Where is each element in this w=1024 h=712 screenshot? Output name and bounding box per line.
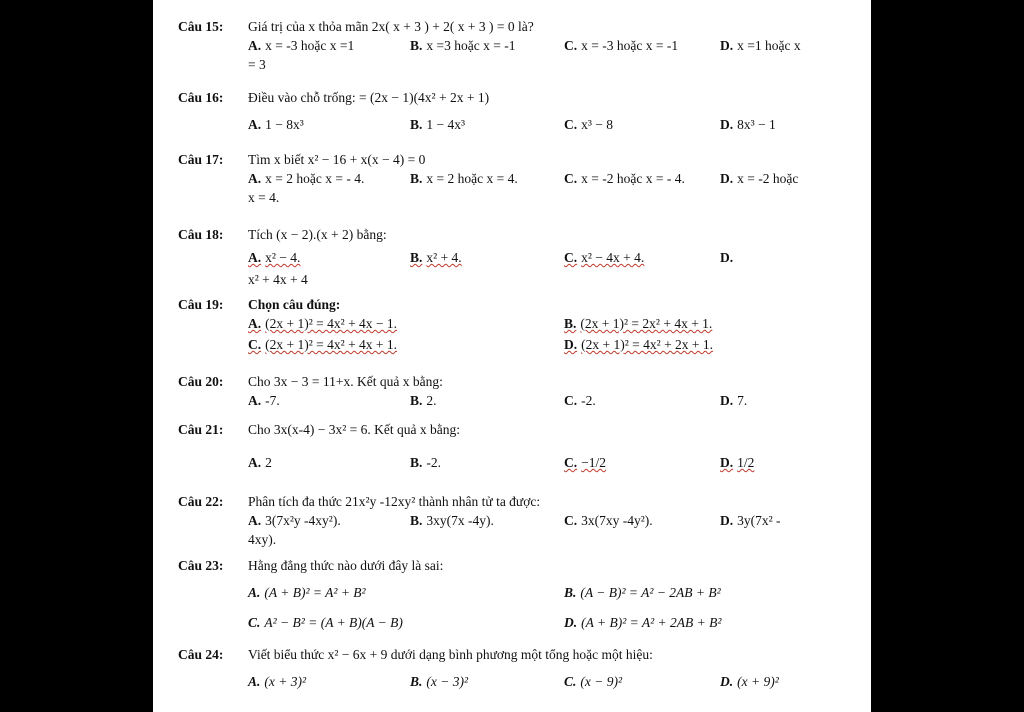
- question-17: [178, 150, 853, 207]
- option-d: D. (2x + 1)² = 4x² + 2x + 1.: [564, 337, 714, 352]
- options-row: [248, 248, 853, 267]
- question-16: [178, 88, 853, 134]
- option-c: C. x = -2 hoặc x = - 4.: [564, 171, 685, 186]
- option-d: D. (A + B)² = A² + 2AB + B²: [564, 615, 722, 630]
- option-d: D. (x + 9)²: [720, 674, 779, 689]
- question-19: [178, 295, 853, 356]
- option-b: B. x² + 4.: [410, 250, 462, 265]
- option-a: A. x = 2 hoặc x = - 4.: [248, 171, 365, 186]
- options-row: [248, 672, 853, 691]
- question-21: [178, 420, 853, 472]
- document-page: [153, 0, 871, 712]
- option-b: B. x = 2 hoặc x = 4.: [410, 171, 518, 186]
- question-number: Câu 21:: [178, 422, 224, 437]
- option-overflow: 4xy).: [248, 532, 277, 547]
- options-row: [248, 583, 853, 602]
- option-b: B. 1 − 4x³: [410, 117, 466, 132]
- options-row: [248, 613, 853, 632]
- option-b: B. (A − B)² = A² − 2AB + B²: [564, 585, 721, 600]
- options-row: [248, 314, 853, 335]
- question-text: Tìm x biết x² − 16 + x(x − 4) = 0: [248, 152, 426, 167]
- question-text: Chọn câu đúng:: [248, 297, 341, 312]
- option-c: C. x = -3 hoặc x = -1: [564, 38, 679, 53]
- question-number: Câu 24:: [178, 647, 224, 662]
- question-text: Phân tích đa thức 21x²y -12xy² thành nhân tử ta được:: [248, 494, 541, 509]
- question-text: Viết biểu thức x² − 6x + 9 dưới dạng bình phương một tổng hoặc một hiệu:: [248, 647, 653, 662]
- question-text: Cho 3x − 3 = 11+x. Kết quả x bằng:: [248, 374, 443, 389]
- question-20: [178, 372, 853, 410]
- options-row: [248, 36, 853, 55]
- question-23: [178, 556, 853, 632]
- question-number: Câu 17:: [178, 152, 224, 167]
- cutoff-next-line: [178, 702, 853, 712]
- option-c: C. −1/2: [564, 455, 606, 470]
- option-d: D. 8x³ − 1: [720, 117, 776, 132]
- question-text: Điều vào chỗ trống: = (2x − 1)(4x² + 2x + 1): [248, 90, 490, 105]
- question-text: Hằng đẳng thức nào dưới đây là sai:: [248, 558, 444, 573]
- option-a: A. 2: [248, 455, 272, 470]
- option-b: B. -2.: [410, 455, 442, 470]
- options-row: [248, 335, 853, 356]
- question-text: Giá trị của x thỏa mãn 2x( x + 3 ) + 2( x + 3 ) = 0 là?: [248, 19, 534, 34]
- option-a: A. x² − 4.: [248, 250, 301, 265]
- option-c: C. x³ − 8: [564, 117, 614, 132]
- option-d: D. 7.: [720, 393, 748, 408]
- option-c: C. x² − 4x + 4.: [564, 250, 645, 265]
- option-a: A. 1 − 8x³: [248, 117, 304, 132]
- question-number: Câu 23:: [178, 558, 224, 573]
- option-overflow: = 3: [248, 57, 266, 72]
- option-c: C. A² − B² = (A + B)(A − B): [248, 615, 403, 630]
- question-number: Câu 18:: [178, 227, 224, 242]
- option-a: A. 3(7x²y -4xy²).: [248, 513, 341, 528]
- option-a: A. (x + 3)²: [248, 674, 307, 689]
- option-b: B. 2.: [410, 393, 437, 408]
- option-a: A. (A + B)² = A² + B²: [248, 585, 366, 600]
- question-number: Câu 16:: [178, 90, 224, 105]
- option-b: B. x =3 hoặc x = -1: [410, 38, 516, 53]
- question-text: Tích (x − 2).(x + 2) bằng:: [248, 227, 387, 242]
- option-d: D. x = -2 hoặc: [720, 171, 799, 186]
- question-number: Câu 22:: [178, 494, 224, 509]
- question-text: Cho 3x(x-4) − 3x² = 6. Kết quả x bằng:: [248, 422, 460, 437]
- options-row: [248, 391, 853, 410]
- option-overflow: x = 4.: [248, 190, 280, 205]
- option-c: C. -2.: [564, 393, 596, 408]
- option-c: C. (x − 9)²: [564, 674, 623, 689]
- question-number: Câu 15:: [178, 19, 224, 34]
- question-15: [178, 17, 853, 74]
- question-number: Câu 19:: [178, 297, 224, 312]
- options-row: [248, 453, 853, 472]
- option-b: B. 3xy(7x -4y).: [410, 513, 494, 528]
- option-a: A. (2x + 1)² = 4x² + 4x − 1.: [248, 316, 398, 331]
- option-c: C. 3x(7xy -4y²).: [564, 513, 653, 528]
- question-18: [178, 225, 853, 289]
- option-d: D. x =1 hoặc x: [720, 38, 801, 53]
- option-c: C. (2x + 1)² = 4x² + 4x + 1.: [248, 337, 398, 352]
- question-24: [178, 645, 853, 691]
- options-row: [248, 115, 853, 134]
- option-d: D.: [720, 250, 734, 265]
- option-a: A. x = -3 hoặc x =1: [248, 38, 355, 53]
- option-b: B. (x − 3)²: [410, 674, 469, 689]
- question-number: Câu 20:: [178, 374, 224, 389]
- option-d: D. 1/2: [720, 455, 755, 470]
- option-b: B. (2x + 1)² = 2x² + 4x + 1.: [564, 316, 713, 331]
- option-d: D. 3y(7x² -: [720, 513, 781, 528]
- option-overflow: x² + 4x + 4: [248, 272, 308, 287]
- options-row: [248, 169, 853, 188]
- options-row: [248, 511, 853, 530]
- question-22: [178, 492, 853, 549]
- option-a: A. -7.: [248, 393, 280, 408]
